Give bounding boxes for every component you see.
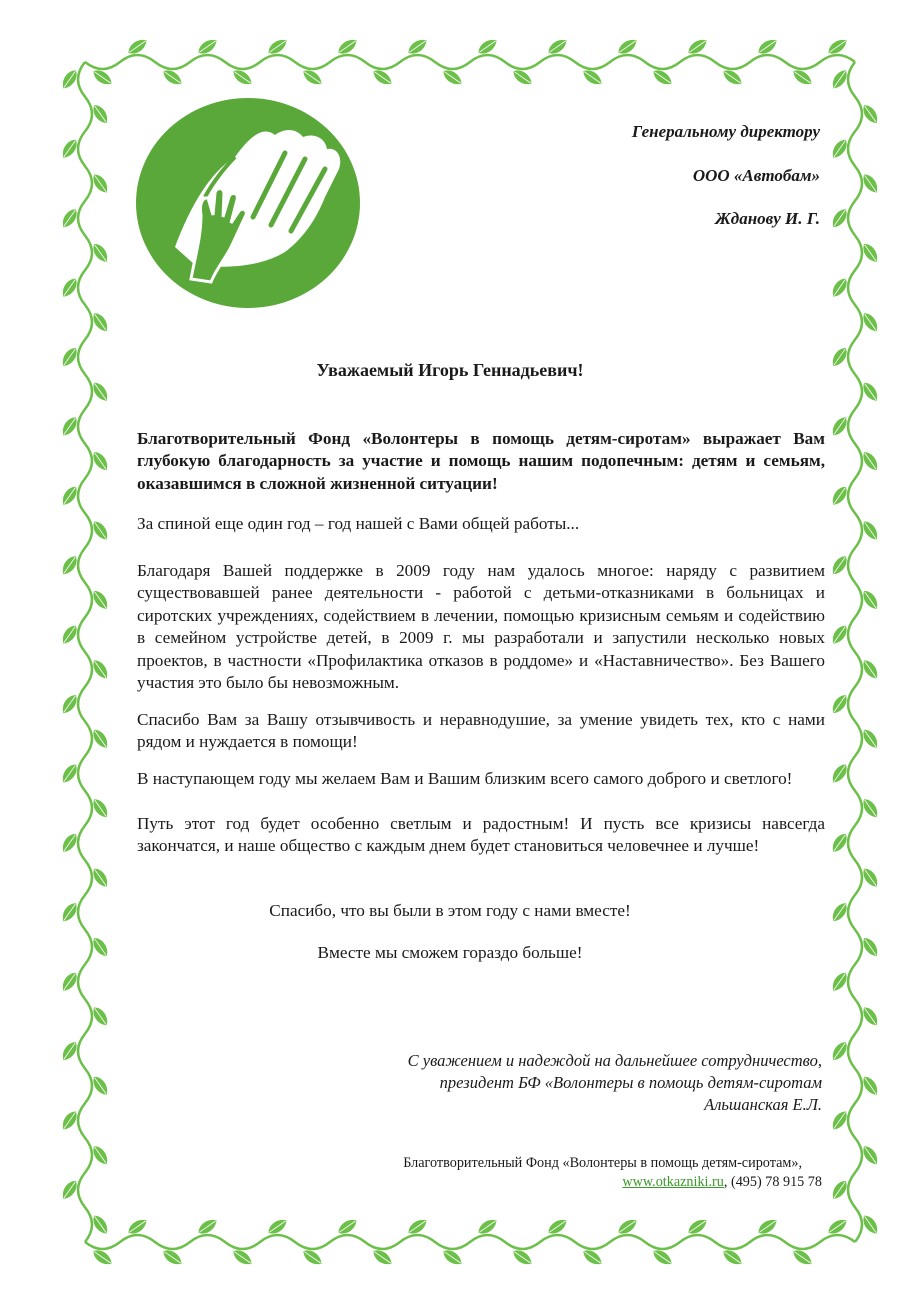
paragraph-wishes: В наступающем году мы желаем Вам и Вашим близким всего самого доброго и светлого! [137, 769, 793, 788]
vine-stem [85, 1235, 855, 1249]
paragraph-year: За спиной еще один год – год нашей с Вами общей работы... [137, 514, 580, 533]
signature-name: Альшанская Е.Л. [704, 1095, 822, 1114]
hands-logo-icon [135, 97, 361, 309]
signature-title: президент БФ «Волонтеры в помощь детям-сиротам [439, 1073, 822, 1092]
signature-regards: С уважением и надеждой на дальнейшее сотрудничество, [407, 1051, 822, 1070]
paragraph-thanks: Спасибо Вам за Вашу отзывчивость и неравнодушие, за умение увидеть тех, кто с нами рядом и нуждается в помощи! [137, 710, 825, 752]
vine-stem [78, 62, 92, 1242]
paragraph-hope: Путь этот год будет особенно светлым и радостным! И пусть все кризисы навсегда закончатся, и наше общество с каждым днем будет становиться человечнее и лучше! [137, 814, 825, 856]
vine-stem [848, 62, 862, 1242]
addressee-name: Жданову И. Г. [715, 209, 820, 228]
closing-together: Вместе мы сможем гораздо больше! [317, 943, 583, 962]
intro-paragraph: Благотворительный Фонд «Волонтеры в помощь детям-сиротам» выражает Вам глубокую благодарность за участие и помощь нашим подопечным: детям и семьям, оказавшимся в сложной жизненной ситуации! [137, 429, 825, 493]
closing-thanks: Спасибо, что вы были в этом году с нами вместе! [269, 901, 631, 920]
footer-contact [622, 1174, 822, 1191]
greeting: Уважаемый Игорь Геннадьевич! [316, 360, 584, 380]
footer-organization: Благотворительный Фонд «Волонтеры в помощь детям-сиротам», [403, 1155, 802, 1171]
addressee-company: ООО «Автобам» [692, 166, 820, 185]
paragraph-achievements: Благодаря Вашей поддержке в 2009 году нам удалось многое: наряду с развитием существовавшей ранее деятельности - работой с детьми-отказниками в больницах и сиротских учреждениях, содействием в лечении, помощью кризисным семьям и содействию в семейном устройстве детей, в 2009 г. мы разработали и запустили несколько новых проектов, в частности «Профилактика отказов в роддоме» и «Наставничество». Без Вашего участия это было бы невозможным. [137, 561, 825, 693]
website-link[interactable]: www.otkazniki.ru [622, 1174, 724, 1190]
footer-phone: , (495) 78 915 78 [723, 1174, 822, 1190]
addressee-position: Генеральному директору [631, 122, 820, 141]
vine-stem [85, 55, 855, 69]
